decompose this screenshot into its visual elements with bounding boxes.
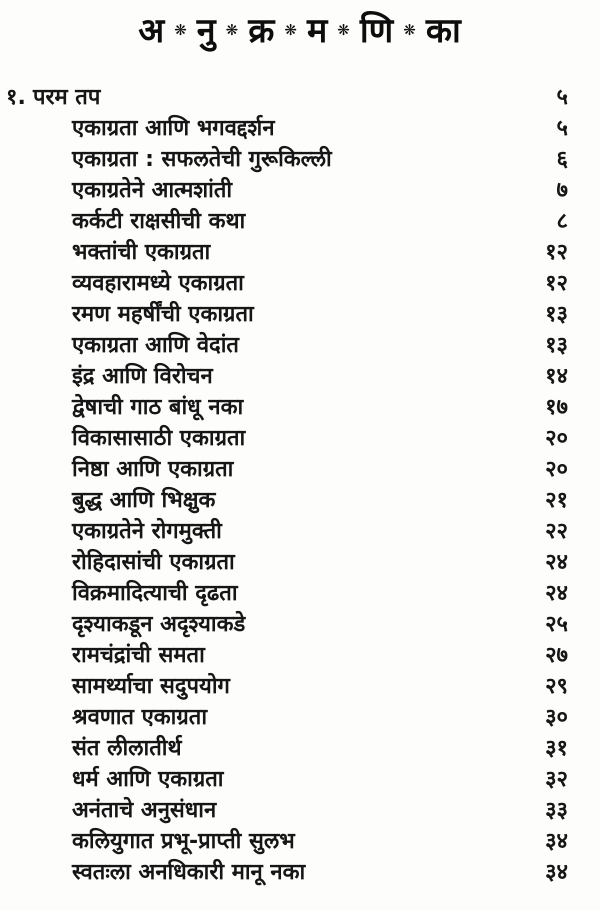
entry-page-number: १७ bbox=[545, 395, 568, 420]
entry-page-number: ३१ bbox=[545, 736, 568, 761]
entry-page-number: १२ bbox=[545, 240, 568, 265]
toc-entry-row bbox=[6, 267, 568, 298]
toc-entry-row bbox=[6, 794, 568, 825]
title-letter: णि bbox=[359, 11, 395, 51]
entry-title: धर्म आणि एकाग्रता bbox=[72, 767, 224, 792]
entry-page-number: २० bbox=[545, 457, 568, 482]
entry-title: द्वेषाची गाठ बांधू नका bbox=[72, 395, 244, 420]
entry-title: व्यवहारामध्ये एकाग्रता bbox=[72, 271, 244, 296]
entry-title: निष्ठा आणि एकाग्रता bbox=[72, 457, 234, 482]
entry-page-number: २१ bbox=[545, 488, 568, 513]
entry-page-number: ३० bbox=[545, 705, 568, 730]
toc-entry-row bbox=[6, 825, 568, 856]
entry-title: कलियुगात प्रभू-प्राप्ती सुलभ bbox=[72, 829, 295, 854]
flower-asterisk-icon: ❋ bbox=[403, 21, 417, 39]
entry-title: विकासासाठी एकाग्रता bbox=[72, 426, 246, 451]
toc-list bbox=[0, 81, 600, 887]
entry-page-number: ३४ bbox=[545, 860, 568, 885]
toc-entry-row bbox=[6, 763, 568, 794]
toc-entry-row bbox=[6, 701, 568, 732]
entry-page-number: ६ bbox=[556, 147, 568, 172]
entry-title: विक्रमादित्याची दृढता bbox=[72, 581, 238, 606]
entry-page-number: १३ bbox=[545, 302, 568, 327]
flower-asterisk-icon: ❋ bbox=[174, 21, 188, 39]
toc-entry-row bbox=[6, 639, 568, 670]
toc-entry-row bbox=[6, 422, 568, 453]
toc-entry-row bbox=[6, 298, 568, 329]
entry-title: स्वतःला अनधिकारी मानू नका bbox=[72, 860, 306, 885]
toc-entry-row bbox=[6, 577, 568, 608]
chapter-number: १. bbox=[6, 85, 26, 110]
flower-asterisk-icon: ❋ bbox=[225, 21, 240, 39]
toc-entry-row bbox=[6, 732, 568, 763]
toc-entry-row bbox=[6, 670, 568, 701]
entry-page-number: १२ bbox=[545, 271, 568, 296]
title-letter: म bbox=[306, 11, 329, 51]
chapter-title: परम तप bbox=[33, 85, 101, 110]
toc-entry-row bbox=[6, 143, 568, 174]
entry-page-number: ५ bbox=[556, 116, 568, 141]
entry-title: एकाग्रतेने रोगमुक्ती bbox=[72, 519, 222, 544]
chapter-page-number: ५ bbox=[556, 85, 568, 110]
entry-page-number: २४ bbox=[545, 550, 568, 575]
entry-page-number: १४ bbox=[545, 364, 568, 389]
toc-entry-row bbox=[6, 453, 568, 484]
entry-title: श्रवणात एकाग्रता bbox=[72, 705, 208, 730]
flower-asterisk-icon: ❋ bbox=[284, 21, 298, 39]
entry-title: सामर्थ्याचा सदुपयोग bbox=[72, 674, 230, 699]
entry-title: कर्कटी राक्षसीची कथा bbox=[72, 209, 246, 234]
toc-entry-row bbox=[6, 112, 568, 143]
entry-title: रामचंद्रांची समता bbox=[72, 643, 205, 668]
entry-title: इंद्र आणि विरोचन bbox=[72, 364, 213, 389]
toc-entry-row bbox=[6, 856, 568, 887]
toc-entry-row bbox=[6, 174, 568, 205]
entry-title: एकाग्रतेने आत्मशांती bbox=[72, 178, 233, 203]
entry-page-number: २७ bbox=[545, 643, 568, 668]
toc-entry-row bbox=[6, 484, 568, 515]
entry-page-number: ७ bbox=[556, 178, 568, 203]
title-letter: नु bbox=[196, 11, 217, 51]
entry-title: एकाग्रता : सफलतेची गुरूकिल्ली bbox=[72, 147, 332, 172]
toc-chapter-row bbox=[6, 81, 568, 112]
entry-page-number: २९ bbox=[545, 674, 568, 699]
toc-entry-row bbox=[6, 391, 568, 422]
toc-entry-row bbox=[6, 205, 568, 236]
entry-title: एकाग्रता आणि वेदांत bbox=[72, 333, 239, 358]
toc-entry-row bbox=[6, 236, 568, 267]
title-letter: क्र bbox=[248, 11, 276, 51]
entry-page-number: २५ bbox=[545, 612, 568, 637]
entry-page-number: २४ bbox=[545, 581, 568, 606]
toc-entry-row bbox=[6, 329, 568, 360]
entry-title: एकाग्रता आणि भगवद्दर्शन bbox=[72, 116, 275, 141]
title-letter: का bbox=[425, 11, 462, 51]
toc-entry-row bbox=[6, 360, 568, 391]
toc-entry-row bbox=[6, 608, 568, 639]
title-letter: अ bbox=[138, 11, 166, 51]
entry-page-number: ८ bbox=[556, 209, 568, 234]
entry-title: अनंताचे अनुसंधान bbox=[72, 798, 217, 823]
flower-asterisk-icon: ❋ bbox=[337, 21, 351, 39]
toc-entry-row bbox=[6, 515, 568, 546]
entry-page-number: ३३ bbox=[545, 798, 568, 823]
toc-entry-row bbox=[6, 546, 568, 577]
entry-title: भक्तांची एकाग्रता bbox=[72, 240, 211, 265]
entry-page-number: २२ bbox=[545, 519, 568, 544]
entry-title: रोहिदासांची एकाग्रता bbox=[72, 550, 235, 575]
entry-title: संत लीलातीर्थ bbox=[72, 736, 182, 761]
entry-title: दृश्याकडून अदृश्याकडे bbox=[72, 612, 246, 637]
entry-page-number: २० bbox=[545, 426, 568, 451]
entry-page-number: १३ bbox=[545, 333, 568, 358]
entry-page-number: ३२ bbox=[545, 767, 568, 792]
entry-title: रमण महर्षींची एकाग्रता bbox=[72, 302, 254, 327]
entry-page-number: ३४ bbox=[545, 829, 568, 854]
page-title bbox=[0, 8, 600, 53]
entry-title: बुद्ध आणि भिक्षुक bbox=[72, 488, 216, 513]
